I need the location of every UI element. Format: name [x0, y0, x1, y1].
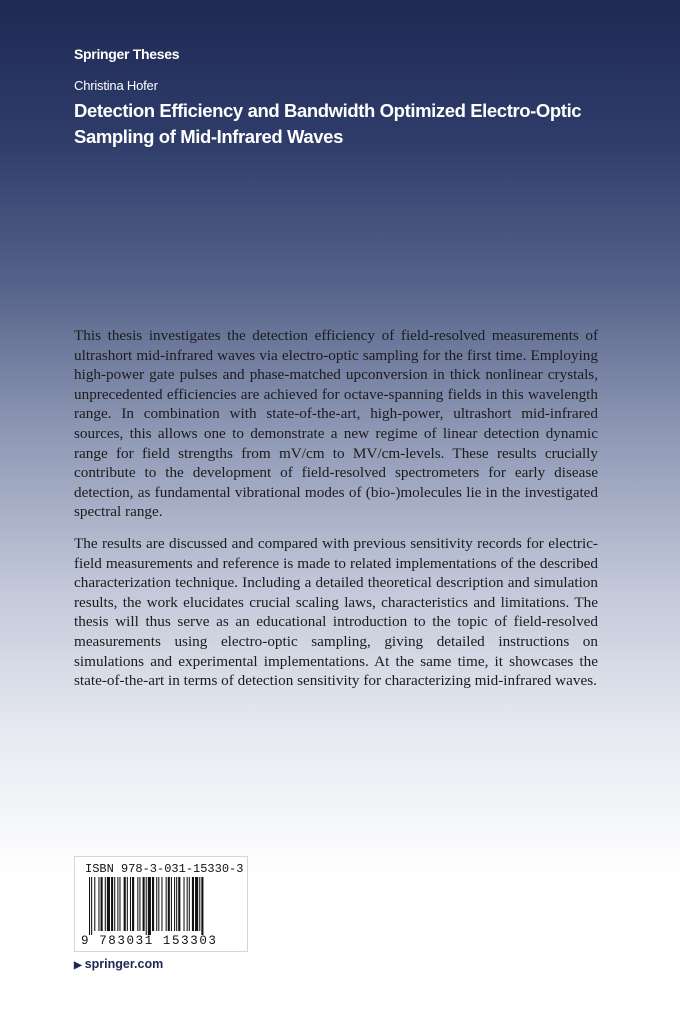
barcode-graphic	[81, 877, 243, 935]
barcode-bar	[189, 877, 190, 931]
barcode-bar	[143, 877, 145, 931]
barcode-bar	[199, 877, 200, 931]
barcode-bar	[187, 877, 188, 931]
blurb	[74, 326, 598, 703]
barcode-bar	[174, 877, 175, 931]
barcode-bar	[101, 877, 103, 931]
barcode-bar	[137, 877, 138, 931]
barcode-box	[74, 856, 248, 952]
barcode-bar	[98, 877, 99, 931]
barcode-bar	[94, 877, 95, 931]
barcode-bar	[171, 877, 172, 931]
series-label: Springer Theses	[74, 46, 180, 62]
website-text: springer.com	[84, 957, 164, 971]
triangle-right-icon: ▶	[74, 960, 82, 971]
barcode-bar	[195, 877, 198, 931]
barcode-bar	[168, 877, 170, 931]
barcode-bar	[107, 877, 110, 931]
barcode-bar	[146, 877, 147, 935]
author-name: Christina Hofer	[74, 78, 158, 93]
barcode-bar	[127, 877, 128, 931]
title-line-1: Detection Efficiency and Bandwidth Optimized Electro-Optic	[74, 100, 582, 121]
barcode-bar	[89, 877, 90, 935]
barcode-bar	[176, 877, 177, 931]
barcode-bar	[130, 877, 131, 931]
barcode-bar	[201, 877, 203, 935]
blurb-paragraph-1: This thesis investigates the detection efficiency of field-resolved measurements of ultrashort mid-infrared waves via electro-optic sampling for the first time. Employing high-power gate pulses and phase-matched upconversion in thick nonlinear crystals, unprecedented efficiencies are achieved for octave-spanning fields in this wavelength range. In combination with state-of-the-art, high-power, ultrashort mid-infrared sources, this allows one to demonstrate a new regime of linear detection dynamic range for field strengths from mV/cm to MV/cm-levels. These results crucially contribute to the development of field-resolved spectrometers for early disease detection, as fundamental vibrational modes of (bio-)molecules lie in the investigated spectral range.	[74, 327, 598, 521]
barcode-bar	[119, 877, 120, 931]
barcode-digits: 9 783031 153303	[81, 934, 218, 948]
barcode-bar	[152, 877, 154, 931]
barcode-bar	[139, 877, 140, 931]
barcode-bar	[114, 877, 115, 931]
barcode-bar	[156, 877, 157, 931]
title-line-2: Sampling of Mid-Infrared Waves	[74, 126, 343, 147]
barcode-bar	[184, 877, 185, 931]
barcode-bar	[192, 877, 194, 931]
barcode-bar	[105, 877, 106, 931]
website-link[interactable]	[74, 957, 163, 971]
barcode-bar	[91, 877, 92, 935]
book-title	[74, 98, 634, 150]
isbn-label: ISBN 978-3-031-15330-3	[85, 862, 244, 876]
barcode-bar	[148, 877, 151, 935]
barcode-bar	[124, 877, 126, 931]
barcode-bar	[166, 877, 167, 931]
barcode-bar	[111, 877, 113, 931]
barcode-bar	[178, 877, 180, 931]
barcode-bar	[158, 877, 159, 931]
barcode-bar	[117, 877, 118, 931]
blurb-paragraph-2: The results are discussed and compared with previous sensitivity records for electric-field measurements and reference is made to related implementations of the described characterization technique. Including a detailed theoretical description and simulation results, the work elucidates crucial scaling laws, characteristics and limitations. The thesis will thus serve as an educational introduction to the topic of field-resolved measurements using electro-optic sampling, giving detailed instructions on simulations and experimental implementations. At the same time, it showcases the state-of-the-art in terms of detection sensitivity for characterizing mid-infrared waves.	[74, 534, 598, 690]
barcode-bar	[161, 877, 162, 931]
barcode-bar	[132, 877, 134, 931]
